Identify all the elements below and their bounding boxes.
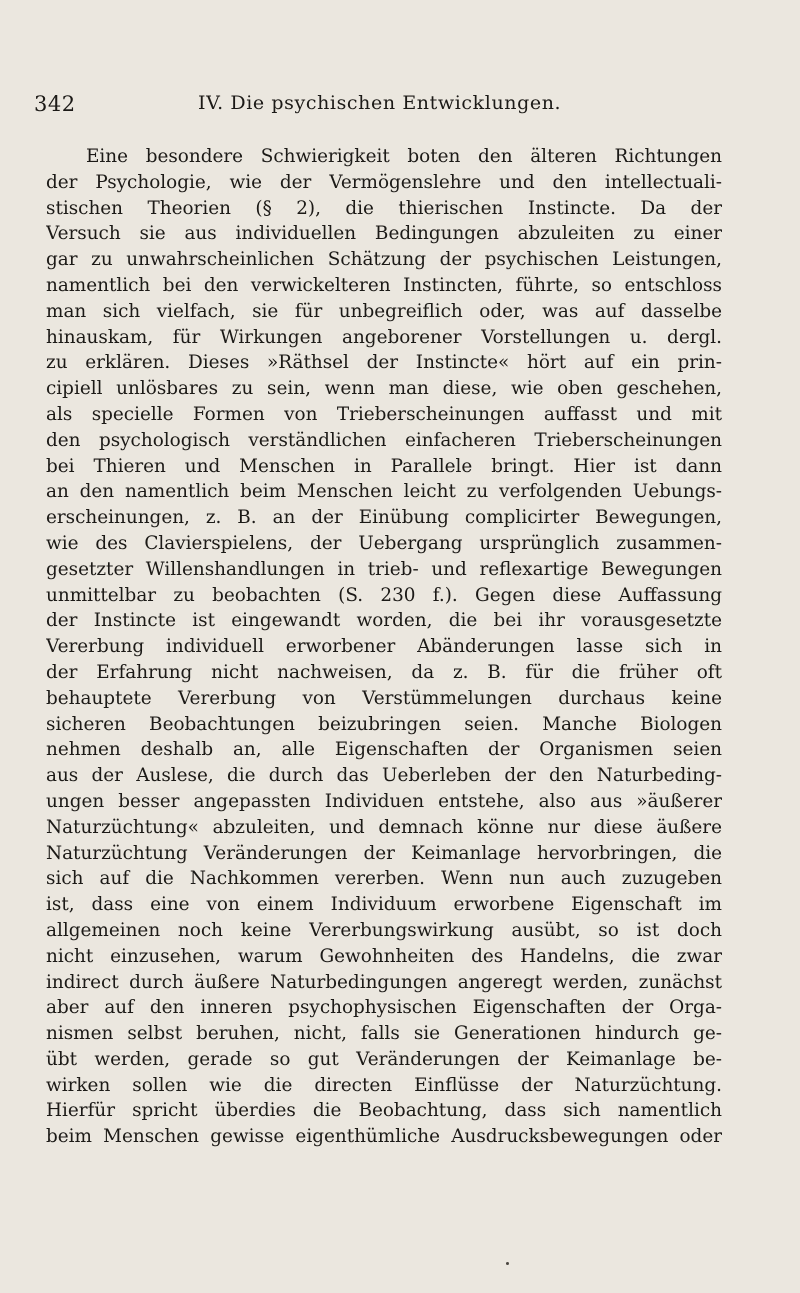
text-line: Naturzüchtung Veränderungen der Keimanlage hervorbringen, die xyxy=(46,842,722,864)
text-line: bei Thieren und Menschen in Parallele bringt. Hier ist dann xyxy=(46,455,722,477)
text-line: erscheinungen, z. B. an der Einübung complicirter Bewegungen, xyxy=(46,507,722,529)
text-line: übt werden, gerade so gut Veränderungen der Keimanlage be- xyxy=(46,1048,722,1070)
text-line: namentlich bei den verwickelteren Instincten, führte, so entschloss xyxy=(46,274,722,296)
text-line: Versuch sie aus individuellen Bedingungen abzuleiten zu einer xyxy=(46,223,722,245)
text-line: wie des Clavierspielens, der Uebergang ursprünglich zusammen- xyxy=(46,532,722,554)
text-line: Naturzüchtung« abzuleiten, und demnach könne nur diese äußere xyxy=(46,816,722,838)
print-speck xyxy=(506,1262,509,1265)
text-line: den psychologisch verständlichen einfacheren Trieberscheinungen xyxy=(46,429,722,451)
text-line: behauptete Vererbung von Verstümmelungen durchaus keine xyxy=(46,687,722,709)
text-line: aber auf den inneren psychophysischen Eigenschaften der Orga- xyxy=(46,997,722,1019)
text-line: sich auf die Nachkommen vererben. Wenn nun auch zuzugeben xyxy=(46,868,722,890)
text-line: zu erklären. Dieses »Räthsel der Instincte« hört auf ein prin- xyxy=(46,352,722,374)
page-number: 342 xyxy=(34,92,76,116)
text-line: der Erfahrung nicht nachweisen, da z. B. für die früher oft xyxy=(46,661,722,683)
text-line: wirken sollen wie die directen Einflüsse der Naturzüchtung. xyxy=(46,1074,722,1096)
text-line: hinauskam, für Wirkungen angeborener Vorstellungen u. dergl. xyxy=(46,326,722,348)
text-line: nehmen deshalb an, alle Eigenschaften der Organismen seien xyxy=(46,739,722,761)
text-line: stischen Theorien (§ 2), die thierischen Instincte. Da der xyxy=(46,197,722,219)
text-line: aus der Auslese, die durch das Ueberleben der den Naturbeding- xyxy=(46,765,722,787)
text-line: man sich vielfach, sie für unbegreiflich oder, was auf dasselbe xyxy=(46,300,722,322)
text-line: unmittelbar zu beobachten (S. 230 f.). Gegen diese Auffassung xyxy=(46,584,722,606)
text-line: der Instincte ist eingewandt worden, die bei ihr vorausgesetzte xyxy=(46,610,722,632)
text-line: ungen besser angepassten Individuen entstehe, also aus »äußerer xyxy=(46,790,722,812)
text-line: beim Menschen gewisse eigenthümliche Ausdrucksbewegungen oder xyxy=(46,1126,722,1148)
text-line: Hierfür spricht überdies die Beobachtung, dass sich namentlich xyxy=(46,1100,722,1122)
text-line: nismen selbst beruhen, nicht, falls sie Generationen hindurch ge- xyxy=(46,1023,722,1045)
text-line: gesetzter Willenshandlungen in trieb- und reflexartige Bewegungen xyxy=(46,558,722,580)
text-line: allgemeinen noch keine Vererbungswirkung ausübt, so ist doch xyxy=(46,919,722,941)
text-line: gar zu unwahrscheinlichen Schätzung der psychischen Leistungen, xyxy=(46,249,722,271)
text-line: als specielle Formen von Trieberscheinungen auffasst und mit xyxy=(46,403,722,425)
text-line: ist, dass eine von einem Individuum erworbene Eigenschaft im xyxy=(46,894,722,916)
text-line: Vererbung individuell erworbener Abänderungen lasse sich in xyxy=(46,636,722,658)
text-line: cipiell unlösbares zu sein, wenn man diese, wie oben geschehen, xyxy=(46,378,722,400)
text-line: nicht einzusehen, warum Gewohnheiten des Handelns, die zwar xyxy=(46,945,722,967)
text-line: Eine besondere Schwierigkeit boten den älteren Richtungen xyxy=(86,146,722,167)
text-line: der Psychologie, wie der Vermögenslehre und den intellectuali- xyxy=(46,171,722,193)
text-line: an den namentlich beim Menschen leicht zu verfolgenden Uebungs- xyxy=(46,481,722,503)
text-line: sicheren Beobachtungen beizubringen seien. Manche Biologen xyxy=(46,713,722,735)
page-header xyxy=(34,92,774,122)
text-line: indirect durch äußere Naturbedingungen angeregt werden, zunächst xyxy=(46,971,722,993)
body-text xyxy=(46,144,722,1150)
running-head: IV. Die psychischen Entwicklungen. xyxy=(198,92,562,114)
